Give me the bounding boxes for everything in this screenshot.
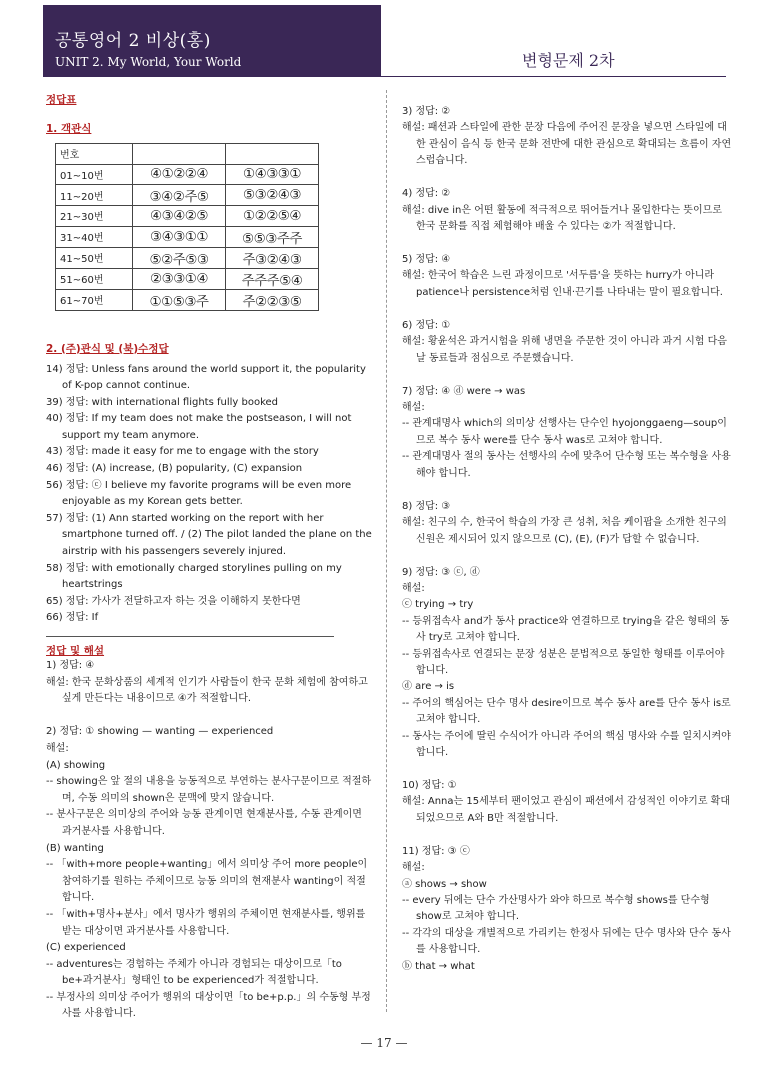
explanation-line: 6) 정답: ① — [402, 319, 451, 331]
answer-cell: ③④③①① — [133, 226, 226, 247]
document-type: 변형문제 2차 — [522, 51, 615, 70]
answer-cell: 주주주⑤④ — [226, 268, 319, 289]
spacer — [402, 235, 732, 252]
explanation-line: 10) 정답: ① — [402, 779, 457, 791]
column-divider — [386, 90, 387, 1012]
subjective-answer: 40) 정답: If my team does not make the postseason, I will not support my team anymore. — [46, 413, 352, 441]
section-separator — [46, 636, 334, 637]
explanation-line: 9) 정답: ③ ⓒ, ⓓ — [402, 566, 480, 578]
explanation-line: -- 관계대명사 which의 의미상 선행사는 단수인 hyojonggaeng—soup이므로 복수 동사 were를 단수 동사 was로 고쳐야 합니다. — [402, 418, 727, 446]
subjective-answer: 58) 정답: with emotionally charged storylines pulling on my heartstrings — [46, 562, 342, 591]
explanation-line: 해설: 한국어 학습은 느린 과정이므로 '서두름'을 뜻하는 hurry가 아니라 patience나 persistence처럼 인내·끈기를 나타내는 말이 필요합니다. — [402, 270, 723, 298]
subjective-heading: 2. (주)관식 및 (북)수정답 — [46, 342, 169, 355]
spacer — [46, 708, 372, 725]
header-banner — [43, 5, 381, 77]
explanation-line: 해설: — [402, 402, 425, 414]
answer-table — [55, 143, 319, 311]
left-explanations — [46, 658, 372, 1023]
objective-heading: 1. 객관식 — [46, 123, 92, 135]
explanation-line: 해설: 패션과 스타일에 관한 문장 다음에 주어진 문장을 넣으면 스타일에 대한 관심이 음식 등 한국 문화 전반에 대한 관심으로 확대되는 흐름이 자연스럽습니다. — [402, 122, 732, 167]
textbook-title: 공통영어 2 비상(홍) — [55, 31, 211, 51]
explanation-line: 3) 정답: ② — [402, 106, 451, 117]
explanation-line: -- 등위접속사 and가 동사 practice와 연결하므로 trying을 같은 형태의 동사 try로 고쳐야 합니다. — [402, 615, 730, 644]
unit-subtitle: UNIT 2. My World, Your World — [55, 55, 242, 69]
explanation-line: ⓑ that → what — [402, 960, 475, 972]
subjective-answer: 66) 정답: If — [46, 612, 99, 624]
answer-cell: 주③②④③ — [226, 247, 319, 268]
table-row — [56, 206, 319, 227]
table-row — [56, 226, 319, 247]
explanation-line: ⓐ shows → show — [402, 878, 487, 890]
answer-cell: ⑤②주⑤③ — [133, 247, 226, 268]
table-header-row — [56, 144, 319, 165]
spacer — [402, 482, 732, 499]
table-row — [56, 185, 319, 206]
explanation-line: -- 「with+more people+wanting」에서 의미상 주어 more people이 참여하기를 원하는 주체이므로 능동 의미의 현재분사 wanting이 적절합니다. — [46, 859, 368, 904]
spacer — [402, 170, 732, 187]
right-column — [402, 104, 732, 975]
explanation-line: 해설: — [46, 742, 69, 754]
explanation-line: (B) wanting — [46, 842, 104, 854]
explanation-line: -- every 뒤에는 단수 가산명사가 와야 하므로 복수형 shows를 단수형 show로 고쳐야 합니다. — [402, 895, 710, 923]
table-row — [56, 164, 319, 185]
range-cell: 21~30번 — [56, 206, 133, 227]
range-cell: 31~40번 — [56, 226, 133, 247]
subjective-answer: 46) 정답: (A) increase, (B) popularity, (C) expansion — [46, 463, 303, 475]
explanation-line: 해설: 황윤석은 과거시험을 위해 냉면을 주문한 것이 아니라 과거 시험 다음 날 동료들과 점심으로 주문했습니다. — [402, 336, 727, 364]
explanation-line: (C) experienced — [46, 942, 126, 954]
subjective-answer: 39) 정답: with international flights fully booked — [46, 396, 279, 408]
explanation-line: ⓓ are → is — [402, 681, 455, 693]
explanation-line: ⓒ trying → try — [402, 599, 474, 611]
page-number: — 17 — — [360, 1036, 408, 1050]
spacer — [402, 367, 732, 384]
explanation-line: 해설: Anna는 15세부터 팬이었고 관심이 패션에서 감성적인 이야기로 확대되었으므로 A와 B만 적절합니다. — [402, 796, 730, 824]
explanation-line: -- 동사는 주어에 딸린 수식어가 아니라 주어의 핵심 명사와 수를 일치시켜야 합니다. — [402, 730, 731, 758]
range-cell: 01~10번 — [56, 164, 133, 185]
explanation-line: 해설: — [402, 862, 425, 874]
header-rule — [381, 76, 726, 77]
explanation-line: 해설: dive in은 어떤 활동에 적극적으로 뛰어들거나 몰입한다는 뜻이므로 한국 문화를 직접 체험해야 배울 수 있다는 ②가 적절합니다. — [402, 204, 722, 233]
explanation-line: 2) 정답: ① showing — wanting — experienced — [46, 726, 274, 738]
explanation-line: 8) 정답: ③ — [402, 500, 451, 512]
spacer — [402, 761, 732, 778]
explanation-line: 7) 정답: ④ ⓓ were → was — [402, 385, 526, 397]
answer-cell: ⑤③②④③ — [226, 185, 319, 206]
range-cell: 51~60번 — [56, 268, 133, 289]
answer-cell: 주②②③⑤ — [226, 289, 319, 310]
answer-cell: ①①⑤③주 — [133, 289, 226, 310]
range-cell: 11~20번 — [56, 185, 133, 206]
explanation-line: -- 각각의 대상을 개별적으로 가리키는 한정사 뒤에는 단수 명사와 단수 동사를 사용합니다. — [402, 927, 731, 956]
explanation-line: -- 등위접속사로 연결되는 문장 성분은 문법적으로 동일한 형태를 이루어야 합니다. — [402, 648, 725, 676]
subjective-answer: 43) 정답: made it easy for me to engage with the story — [46, 446, 319, 458]
subjective-answer: 14) 정답: Unless fans around the world support it, the popularity of K-pop cannot continue. — [46, 363, 366, 392]
spacer — [402, 301, 732, 318]
spacer — [402, 827, 732, 844]
explanation-line: -- showing은 앞 절의 내용을 능동적으로 부연하는 분사구문이므로 적절하며, 수동 의미의 shown은 문맥에 맞지 않습니다. — [46, 776, 372, 804]
answer-cell: ①②②⑤④ — [226, 206, 319, 227]
explanations-heading: 정답 및 해설 — [46, 645, 105, 657]
explanation-line: (A) showing — [46, 759, 106, 771]
answer-key-heading: 정답표 — [46, 94, 77, 106]
explanation-line: -- 주어의 핵심어는 단수 명사 desire이므로 복수 동사 are를 단수 동사 is로 고쳐야 합니다. — [402, 697, 731, 726]
explanation-line: 해설: 친구의 수, 한국어 학습의 가장 큰 성취, 처음 케이팝을 소개한 친구의 신원은 제시되어 있지 않으므로 (C), (E), (F)가 답할 수 없습니다. — [402, 517, 727, 545]
answer-cell: ②③③①④ — [133, 268, 226, 289]
explanation-line: -- 부정사의 의미상 주어가 행위의 대상이면「to be+p.p.」의 수동형 부정사를 사용합니다. — [46, 991, 371, 1020]
answer-cell: ④①②②④ — [133, 164, 226, 185]
explanation-line: -- adventures는 경험하는 주체가 아니라 경험되는 대상이므로「to be+과거분사」형태인 to be experienced가 적절합니다. — [46, 958, 342, 987]
answer-cell: ③④②주⑤ — [133, 185, 226, 206]
table-header-blank — [226, 144, 319, 165]
table-row — [56, 268, 319, 289]
subjective-answer: 57) 정답: (1) Ann started working on the report with her smartphone turned off. / (2) The pilot landed the plane on the airstrip with his passengers severely injured. — [46, 512, 372, 558]
subjective-answer: 56) 정답: ⓒ I believe my favorite programs will be even more enjoyable as my Korean gets better. — [46, 479, 352, 508]
table-row — [56, 289, 319, 310]
left-column — [46, 92, 372, 1023]
subjective-answers — [46, 362, 372, 628]
answer-cell: ④③④②⑤ — [133, 206, 226, 227]
explanation-line: -- 분사구문은 의미상의 주어와 능동 관계이면 현재분사를, 수동 관계이면 과거분사를 사용합니다. — [46, 809, 362, 837]
table-row — [56, 247, 319, 268]
explanation-line: 해설: — [402, 582, 425, 594]
explanation-line: 5) 정답: ④ — [402, 254, 451, 266]
explanation-line: 11) 정답: ③ ⓒ — [402, 845, 470, 857]
table-header-blank — [133, 144, 226, 165]
table-header-number: 번호 — [56, 144, 133, 165]
answer-cell: ⑤⑤③주주 — [226, 226, 319, 247]
explanation-line: -- 「with+명사+분사」에서 명사가 행위의 주체이면 현재분사를, 행위를 받는 대상이면 과거분사를 사용합니다. — [46, 908, 366, 937]
subjective-answer: 65) 정답: 가사가 전달하고자 하는 것을 이해하지 못한다면 — [46, 595, 301, 607]
explanation-line: 4) 정답: ② — [402, 188, 451, 200]
answer-cell: ①④③③① — [226, 164, 319, 185]
explanation-line: 1) 정답: ④ — [46, 660, 95, 671]
explanation-line: 해설: 한국 문화상품의 세계적 인기가 사람들이 한국 문화 체험에 참여하고 싶게 만든다는 내용이므로 ④가 적절합니다. — [46, 676, 368, 705]
spacer — [402, 548, 732, 565]
range-cell: 61~70번 — [56, 289, 133, 310]
explanation-line: -- 관계대명사 절의 동사는 선행사의 수에 맞추어 단수형 또는 복수형을 사용해야 합니다. — [402, 451, 731, 479]
range-cell: 41~50번 — [56, 247, 133, 268]
